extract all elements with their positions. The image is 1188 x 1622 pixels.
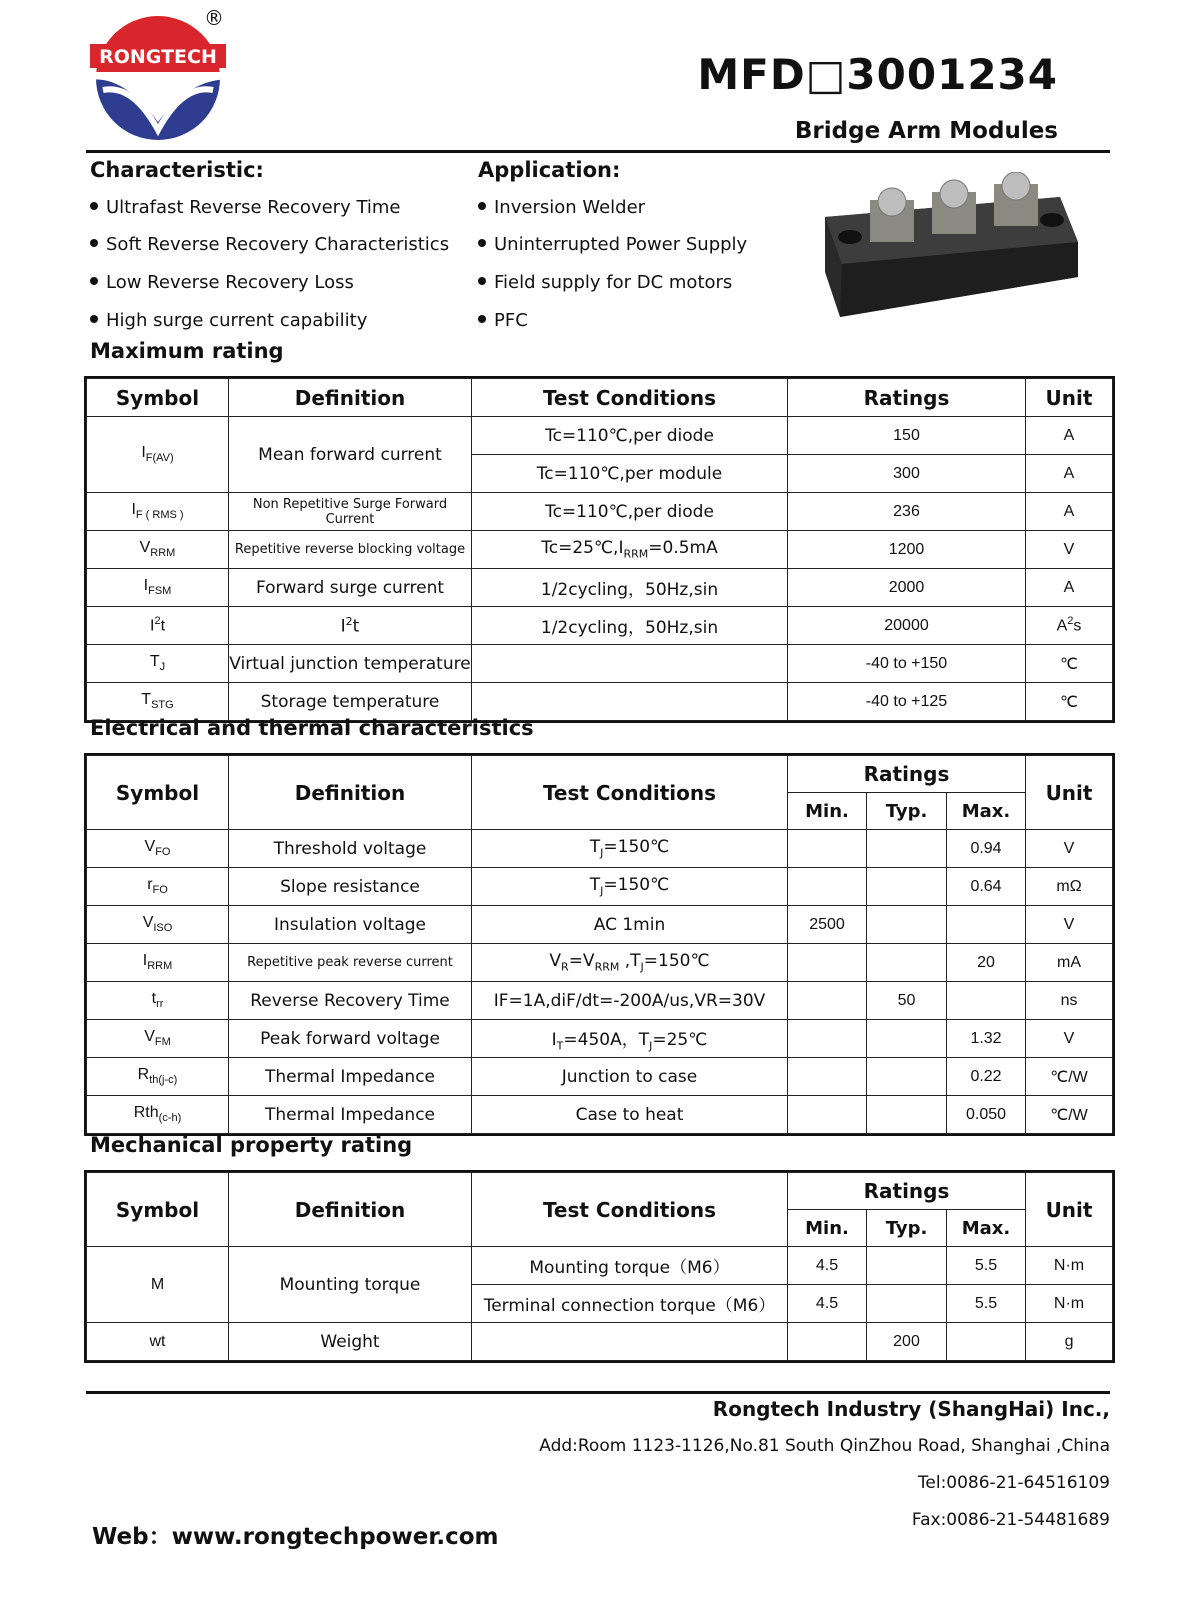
definition-cell: Slope resistance [229,868,472,906]
table-row [87,569,1113,607]
max-cell: 20 [947,944,1026,982]
header-max: Max. [947,1210,1026,1247]
application-item: Inversion Welder [478,197,645,218]
max-cell: 5.5 [947,1247,1026,1285]
mech-title: Mechanical property rating [90,1133,413,1157]
header-unit: Unit [1026,1173,1113,1247]
max-cell [947,906,1026,944]
footer-fax: Fax:0086-21-54481689 [911,1510,1110,1530]
typ-cell [867,906,947,944]
characteristic-item: Ultrafast Reverse Recovery Time [90,197,401,218]
test-cell: Tc=110℃,per diode [472,493,788,531]
header-definition: Definition [229,379,472,417]
max-cell [947,1323,1026,1361]
max-cell [947,982,1026,1020]
footer-rule [86,1391,1110,1394]
definition-cell: Thermal Impedance [229,1058,472,1096]
symbol-cell: $T_J$ [87,645,229,683]
footer-address: Add:Room 1123-1126,No.81 South QinZhou Road, Shanghai ,China [539,1436,1110,1456]
definition-cell: Insulation voltage [229,906,472,944]
header-symbol: Symbol [87,1173,229,1247]
min-cell: 2500 [788,906,867,944]
header-test-conditions: Test Conditions [472,756,788,830]
table-row [87,683,1113,721]
min-cell: 4.5 [788,1247,867,1285]
unit-cell: V [1026,1020,1113,1058]
test-cell: $T_J=150℃$ [472,830,788,868]
symbol-cell: $R_{th(j-c)}$ [87,1058,229,1096]
table-row [87,417,1113,455]
unit-cell: V [1026,830,1113,868]
header-unit: Unit [1026,379,1113,417]
table-row [87,1323,1113,1361]
definition-cell: Repetitive reverse blocking voltage [229,531,472,569]
rating-cell: 236 [788,493,1026,531]
min-cell [788,1058,867,1096]
typ-cell [867,1020,947,1058]
unit-cell: N·m [1026,1285,1113,1323]
definition-cell: Mounting torque [229,1247,472,1323]
header-symbol: Symbol [87,756,229,830]
unit-cell: A [1026,569,1113,607]
characteristic-title: Characteristic: [90,158,264,182]
header-unit: Unit [1026,756,1113,830]
table-row [87,607,1113,645]
symbol-cell: $V_{FO}$ [87,830,229,868]
unit-cell: ℃/W [1026,1096,1113,1134]
characteristic-item: High surge current capability [90,310,367,331]
definition-cell: Forward surge current [229,569,472,607]
test-cell [472,1323,788,1361]
header-typ: Typ. [867,1210,947,1247]
test-cell: $T_J=150℃$ [472,868,788,906]
min-cell [788,830,867,868]
unit-cell: g [1026,1323,1113,1361]
typ-cell [867,1247,947,1285]
elec-title: Electrical and thermal characteristics [90,716,534,740]
unit-cell: A [1026,417,1113,455]
typ-cell [867,1285,947,1323]
test-cell: IF=1A,diF/dt=-200A/us,VR=30V [472,982,788,1020]
typ-cell [867,1058,947,1096]
test-cell: AC 1min [472,906,788,944]
test-cell: Mounting torque（M6） [472,1247,788,1285]
header-min: Min. [788,1210,867,1247]
test-cell: 1/2cycling，50Hz,sin [472,607,788,645]
rating-cell: 300 [788,455,1026,493]
symbol-cell: $T_{STG}$ [87,683,229,721]
test-cell: Case to heat [472,1096,788,1134]
table-row [87,868,1113,906]
footer-web-link[interactable]: Web：www.rongtechpower.com [92,1524,499,1550]
unit-cell: A [1026,493,1113,531]
symbol-cell: $I_{FSM}$ [87,569,229,607]
symbol-cell: wt [87,1323,229,1361]
rating-cell: -40 to +125 [788,683,1026,721]
table-row [87,1058,1113,1096]
max-rating-title: Maximum rating [90,339,284,363]
unit-cell: N·m [1026,1247,1113,1285]
max-cell: 0.64 [947,868,1026,906]
min-cell: 4.5 [788,1285,867,1323]
typ-cell: 50 [867,982,947,1020]
min-cell [788,1323,867,1361]
header-rule [86,150,1110,153]
test-cell: 1/2cycling，50Hz,sin [472,569,788,607]
application-title: Application: [478,158,621,182]
table-row [87,830,1113,868]
table-row [87,906,1113,944]
test-cell: Junction to case [472,1058,788,1096]
test-cell [472,645,788,683]
module-product-image [820,172,1080,322]
symbol-cell: $V_{FM}$ [87,1020,229,1058]
max-cell: 0.050 [947,1096,1026,1134]
header-test-conditions: Test Conditions [472,379,788,417]
header-max: Max. [947,793,1026,830]
typ-cell [867,1096,947,1134]
logo-text: RONGTECH [99,46,217,68]
rating-cell: 2000 [788,569,1026,607]
table-row [87,1096,1113,1134]
definition-cell: Repetitive peak reverse current [229,944,472,982]
header-definition: Definition [229,756,472,830]
min-cell [788,944,867,982]
unit-cell: ℃/W [1026,1058,1113,1096]
header-symbol: Symbol [87,379,229,417]
max-rating-table [86,378,1113,721]
elec-table [86,755,1113,1134]
definition-cell: Mean forward current [229,417,472,493]
symbol-cell: Rth$_{(c-h)}$ [87,1096,229,1134]
min-cell [788,1020,867,1058]
definition-cell: Reverse Recovery Time [229,982,472,1020]
footer-tel: Tel:0086-21-64516109 [917,1473,1110,1493]
characteristic-item: Soft Reverse Recovery Characteristics [90,234,449,255]
unit-cell: mA [1026,944,1113,982]
header-definition: Definition [229,1173,472,1247]
header-ratings: Ratings [788,379,1026,417]
table-row [87,493,1113,531]
symbol-cell: $I^2t$ [87,607,229,645]
symbol-cell: $V_{RRM}$ [87,531,229,569]
test-cell [472,683,788,721]
max-cell: 0.22 [947,1058,1026,1096]
rating-cell: -40 to +150 [788,645,1026,683]
table-row [87,645,1113,683]
test-cell: Terminal connection torque（M6） [472,1285,788,1323]
typ-cell: 200 [867,1323,947,1361]
header-ratings: Ratings [788,1173,1026,1210]
symbol-cell: $r_{FO}$ [87,868,229,906]
definition-cell: Storage temperature [229,683,472,721]
test-cell: Tc=110℃,per diode [472,417,788,455]
min-cell [788,982,867,1020]
unit-cell: mΩ [1026,868,1113,906]
rongtech-logo [88,10,238,145]
definition-cell: $I^2t$ [229,607,472,645]
application-item: PFC [478,310,528,331]
characteristic-item: Low Reverse Recovery Loss [90,272,354,293]
symbol-cell: M [87,1247,229,1323]
max-cell: 1.32 [947,1020,1026,1058]
symbol-cell: $I_{F(AV)}$ [87,417,229,493]
header-ratings: Ratings [788,756,1026,793]
definition-cell: Threshold voltage [229,830,472,868]
part-number: MFD□3001234 [697,50,1058,99]
table-row [87,944,1113,982]
rating-cell: 1200 [788,531,1026,569]
table-row [87,982,1113,1020]
symbol-cell: $I_{RRM}$ [87,944,229,982]
table-row [87,1020,1113,1058]
table-row [87,531,1113,569]
definition-cell: Weight [229,1323,472,1361]
mech-table [86,1172,1113,1361]
symbol-cell: $t_{rr}$ [87,982,229,1020]
unit-cell: ℃ [1026,683,1113,721]
symbol-cell: $V_{ISO}$ [87,906,229,944]
header-typ: Typ. [867,793,947,830]
unit-cell: A [1026,455,1113,493]
typ-cell [867,868,947,906]
header-min: Min. [788,793,867,830]
unit-cell: V [1026,906,1113,944]
definition-cell: Thermal Impedance [229,1096,472,1134]
symbol-cell: $I_{F ( RMS )}$ [87,493,229,531]
definition-cell: Virtual junction temperature [229,645,472,683]
application-item: Uninterrupted Power Supply [478,234,747,255]
footer-company: Rongtech Industry (ShangHai) Inc., [712,1397,1110,1421]
application-item: Field supply for DC motors [478,272,732,293]
max-cell: 5.5 [947,1285,1026,1323]
page-subtitle: Bridge Arm Modules [794,118,1058,144]
table-header-row [87,1173,1113,1210]
max-cell: 0.94 [947,830,1026,868]
test-cell: $I_T=450A$，$T_J=25℃$ [472,1020,788,1058]
header-test-conditions: Test Conditions [472,1173,788,1247]
typ-cell [867,830,947,868]
rating-cell: 150 [788,417,1026,455]
registered-mark: ® [204,6,224,30]
min-cell [788,868,867,906]
test-cell: $Tc=25℃,I_{RRM}=0.5mA$ [472,531,788,569]
unit-cell: $A^2s$ [1026,607,1113,645]
definition-cell: Non Repetitive Surge Forward Current [229,493,472,531]
table-header-row [87,756,1113,793]
min-cell [788,1096,867,1134]
unit-cell: ns [1026,982,1113,1020]
typ-cell [867,944,947,982]
test-cell: Tc=110℃,per module [472,455,788,493]
rating-cell: 20000 [788,607,1026,645]
table-row [87,1247,1113,1285]
unit-cell: ℃ [1026,645,1113,683]
unit-cell: V [1026,531,1113,569]
table-header-row [87,379,1113,417]
definition-cell: Peak forward voltage [229,1020,472,1058]
test-cell: $V_R=V_{RRM}$ $,T_J=150℃$ [472,944,788,982]
